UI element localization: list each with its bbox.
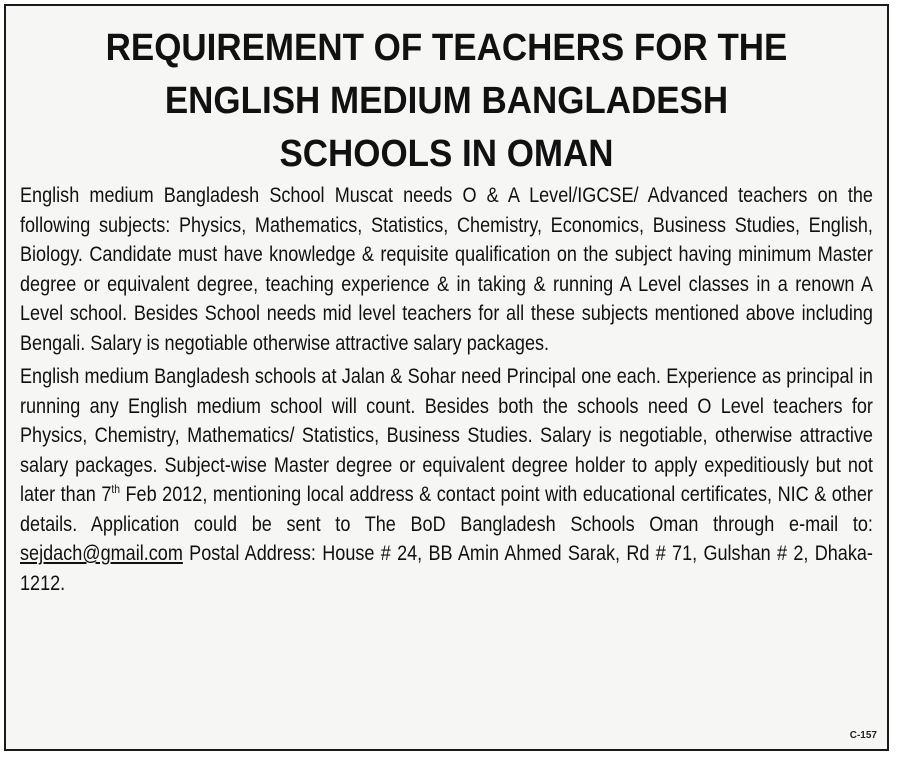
ad-body: [6, 181, 887, 598]
title-line-2: ENGLISH MEDIUM BANGLADESH: [164, 80, 729, 122]
advertisement-frame: [4, 4, 889, 751]
paragraph-jalan-sohar: [20, 362, 873, 598]
paragraph-2-part-3: Postal Address: House # 24, BB Amin Ahmed Sarak, Rd # 71, Gulshan # 2, Dhaka-1212.: [20, 542, 873, 595]
ad-code: C-157: [849, 730, 877, 741]
email-link[interactable]: sejdach@gmail.com: [20, 542, 183, 565]
title-line-1: REQUIREMENT OF TEACHERS FOR THE: [105, 27, 788, 69]
date-superscript: th: [111, 482, 120, 496]
paragraph-muscat: English medium Bangladesh School Muscat needs O & A Level/IGCSE/ Advanced teachers on the following subjects: Physics, Mathematics, Statistics, Chemistry, Economics, Business Studies, English, Biology. Candidate must have knowledge & requisite qualification on the subject having minimum Master degree or equivalent degree, teaching experience & in taking & running A Level classes in a renown A Level school. Besides School needs mid level teachers for all these subjects mentioned above including Bengali. Salary is negotiable otherwise attractive salary packages.: [20, 184, 873, 355]
title-line-3: SCHOOLS IN OMAN: [279, 133, 614, 175]
ad-title: [41, 22, 852, 181]
paragraph-2-part-2: Feb 2012, mentioning local address & contact point with educational certificates, NIC & other details. Application could be sent to The BoD Bangladesh Schools Oman through e-mail to:: [20, 483, 873, 536]
paragraph-2-part-1: English medium Bangladesh schools at Jalan & Sohar need Principal one each. Experience as principal in running any English medium school will count. Besides both the schools need O Level teachers for Physics, Chemistry, Mathematics/ Statistics, Business Studies. Salary is negotiable, otherwise attractive salary packages. Subject-wise Master degree or equivalent degree holder to apply expeditiously but not later than 7: [20, 365, 873, 506]
